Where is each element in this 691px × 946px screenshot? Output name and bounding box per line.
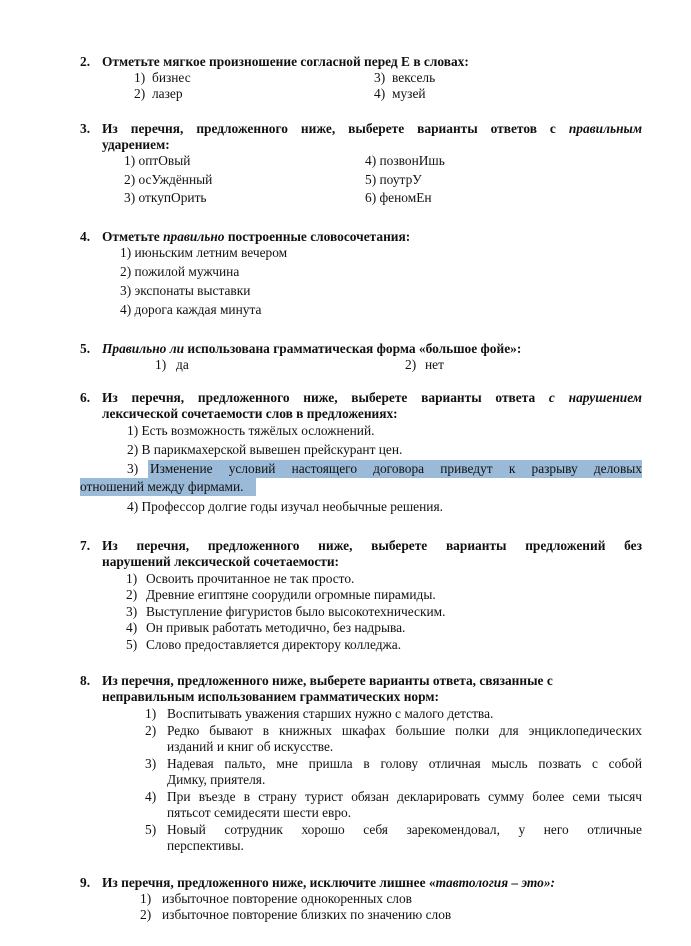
q4-option-2: 2) пожилой мужчина [120,264,240,279]
q9-option-1-num: 1) [140,891,152,906]
q9-option-2: избыточное повторение близких по значению слов [162,907,452,922]
q8-option-5-line1: Новый сотрудник хорошо себя зарекомендовал, у него отличные [167,822,642,837]
q9-option-1: избыточное повторение однокоренных слов [162,891,412,906]
q5-title-text: использована грамматическая форма «большое фойе»: [187,341,522,356]
q4-option-4: 4) дорога каждая минута [120,302,262,317]
q8-option-5-line2: перспективы. [167,838,244,853]
q8-option-4-line2: пятьсот семидесяти шести евро. [167,805,352,820]
q7-option-5: Слово предоставляется директору колледжа. [146,637,402,652]
q5-number: 5. [80,341,91,356]
q3-option-2: 2) осУждённый [124,172,213,187]
q4-title-text-b: построенные словосочетания: [227,229,411,244]
q6-option-4: 4) Профессор долгие годы изучал необычные решения. [127,499,443,514]
q2-option-2-num: 2) [134,86,146,101]
q2-option-3-num: 3) [374,70,386,85]
q4-option-3: 3) экспонаты выставки [120,283,251,298]
q8-option-5-num: 5) [145,822,157,837]
q5-title [102,341,521,357]
q5-option-1: да [176,357,189,372]
q4-title [102,229,410,245]
q7-option-1: Освоить прочитанное не так просто. [146,571,355,586]
q6-number: 6. [80,390,91,405]
q8-option-3-line1: Надевая пальто, мне пришла в голову отличная мысль позвать с собой [167,756,642,771]
q7-option-1-num: 1) [126,571,138,586]
q7-option-2-num: 2) [126,587,138,602]
q2-title: Отметьте мягкое произношение согласной перед Е в словах: [102,54,469,69]
q7-number: 7. [80,538,91,553]
q6-title-emphasis: с нарушением [548,390,642,405]
q4-title-text-a: Отметьте [102,229,160,244]
q2-option-1-num: 1) [134,70,146,85]
q2-number: 2. [80,54,91,69]
q9-title-text-a: Из перечня, предложенного ниже, исключите лишнее « [102,875,436,890]
q7-title-line2: нарушений лексической сочетаемости: [102,554,340,569]
q9-option-2-num: 2) [140,907,152,922]
q6-option-3-selected-line1[interactable]: Изменение условий настоящего договора приведут к разрыву деловых [150,461,642,476]
q6-option-3-num[interactable]: 3) [127,461,139,476]
q2-option-4-num: 4) [374,86,386,101]
q7-option-2: Древние египтяне соорудили огромные пирамиды. [146,587,436,602]
q8-title-line1: Из перечня, предложенного ниже, выберете варианты ответа, связанные с [102,673,553,688]
q8-option-2-num: 2) [145,723,157,738]
q8-option-1: Воспитывать уважения старших нужно с малого детства. [167,706,494,721]
q5-option-2: нет [425,357,444,372]
q6-title-text: Из перечня, предложенного ниже, выберете варианты ответа [102,390,536,405]
q9-title-text-b: »: [543,875,555,890]
q7-option-4-num: 4) [126,620,138,635]
q7-option-5-num: 5) [126,637,138,652]
q7-option-3: Выступление фигуристов было высокотехническим. [146,604,446,619]
q8-option-2-line1: Редко бывают в книжных шкафах большие полки для энциклопедических [167,723,642,738]
q3-number: 3. [80,121,91,136]
q8-title-line2: неправильным использованием грамматических норм: [102,689,439,704]
q9-title-emphasis: тавтология – это [435,875,544,890]
q7-option-3-num: 3) [126,604,138,619]
q2-option-1: бизнес [152,70,191,85]
q8-option-3-line2: Димку, приятеля. [167,772,266,787]
q3-option-4: 4) позвонИшь [365,153,445,168]
q8-option-4-line1: При въезде в страну турист обязан декларировать сумму более семи тысяч [167,789,642,804]
q8-option-4-num: 4) [145,789,157,804]
q3-option-6: 6) феномЕн [365,190,432,205]
q2-option-2: лазер [152,86,183,101]
q3-option-3: 3) откупОрить [124,190,207,205]
q4-number: 4. [80,229,91,244]
q3-option-1: 1) оптОвый [124,153,191,168]
q3-title-text: Из перечня, предложенного ниже, выберете варианты ответов с [102,121,556,136]
q5-option-1-num: 1) [155,357,167,372]
q7-option-4: Он привык работать методично, без надрыва. [146,620,406,635]
q6-title-line2: лексической сочетаемости слов в предложениях: [102,406,398,421]
q3-title-line1 [102,121,642,137]
q6-title-line1 [102,390,642,406]
q4-option-1: 1) июньским летним вечером [120,245,288,260]
q2-option-4: музей [392,86,426,101]
q7-title-line1: Из перечня, предложенного ниже, выберете варианты предложений без [102,538,642,553]
q8-option-2-line2: изданий и книг об искусстве. [167,739,334,754]
q3-title-line2: ударением: [102,137,170,152]
q6-option-2: 2) В парикмахерской вывешен прейскурант цен. [127,442,403,457]
q5-title-emphasis: Правильно ли [102,341,185,356]
q8-option-3-num: 3) [145,756,157,771]
q2-option-3: вексель [392,70,436,85]
q3-option-5: 5) поутрУ [365,172,422,187]
q3-title-emphasis: правильным [568,121,643,136]
q4-title-emphasis: правильно [163,229,225,244]
q8-number: 8. [80,673,91,688]
q6-option-3-selected-line2[interactable]: отношений между фирмами. [80,479,244,494]
q5-option-2-num: 2) [405,357,417,372]
q9-title [102,875,555,891]
q9-number: 9. [80,875,91,890]
q8-option-1-num: 1) [145,706,157,721]
q6-option-1: 1) Есть возможность тяжёлых осложнений. [127,423,375,438]
